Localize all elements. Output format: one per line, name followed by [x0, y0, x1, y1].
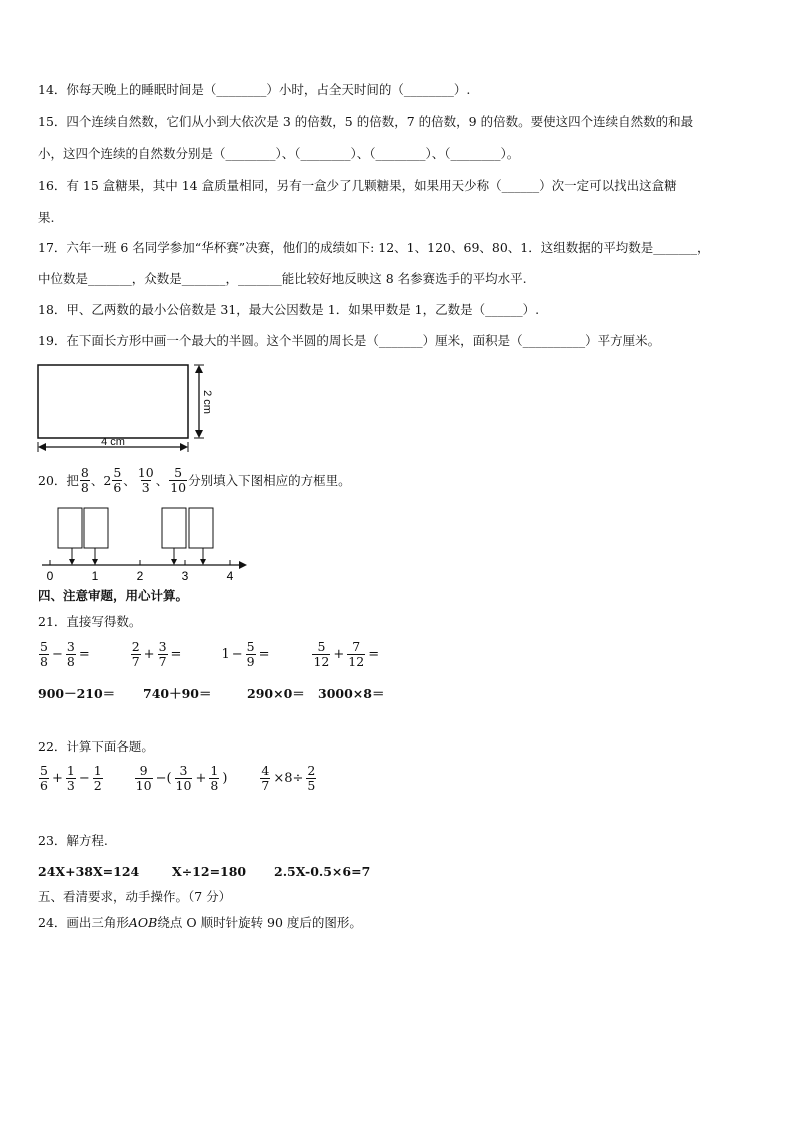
q21-expr-2: $\frac{2}{7}$ + $\frac{3}{7}$ = — [131, 639, 182, 669]
q21-expr-4: $\frac{5}{12}$ + $\frac{7}{12}$ = — [313, 639, 380, 669]
section-4-heading: 四、注意审题，用心计算。 — [38, 588, 189, 603]
number-line-label: 1 — [91, 569, 99, 583]
question-14: 14．你每天晚上的睡眠时间是（________）小时，占全天时间的（________）. — [38, 82, 471, 97]
question-18: 18．甲、乙两数的最小公倍数是 31，最大公因数是 1．如果甲数是 1，乙数是（______）. — [38, 302, 540, 317]
q21-expr-7: 290×0＝ — [247, 686, 305, 701]
q21-expr-5: 900－210＝ — [38, 686, 116, 701]
question-15-line2: 小，这四个连续的自然数分别是（________）、（________）、（________）、（________）。 — [38, 146, 520, 161]
fraction-10-3: $\frac{10}{3}$ — [137, 465, 154, 495]
answer-box-1[interactable] — [58, 508, 82, 548]
question-21: 21．直接写得数。 — [38, 614, 142, 629]
rectangle — [38, 365, 188, 438]
q21-expr-1: $\frac{5}{8}$ − $\frac{3}{8}$ = — [40, 639, 90, 669]
q23-equation-1: 24X+38X=124 — [38, 864, 140, 879]
question-24: 24．画出三角形AOB绕点 O 顺时针旋转 90 度后的图形。 — [38, 915, 362, 930]
q21-expr-6: 740＋90＝ — [143, 686, 212, 701]
fraction-5-10: $\frac{5}{10}$ — [170, 465, 187, 495]
q22-expr-2: $\frac{9}{10}$ −( $\frac{3}{10}$ + $\frac{1}{8}$ ) — [135, 763, 228, 793]
question-23: 23．解方程. — [38, 833, 108, 848]
question-20: 20．把 $\frac{8}{8}$ 、2 $\frac{5}{6}$ 、 $\frac{10}{3}$ 、 $\frac{5}{10}$ 分别填入下图相应的方框里。 — [38, 465, 351, 495]
number-line-label: 4 — [226, 569, 234, 583]
q22-expression-row — [38, 764, 317, 793]
q21-expr-8: 3000×8＝ — [318, 686, 385, 701]
question-15-line1: 15．四个连续自然数，它们从小到大依次是 3 的倍数，5 的倍数，7 的倍数，9 的倍数。要使这四个连续自然数的和最 — [38, 114, 694, 129]
answer-box-3[interactable] — [162, 508, 186, 548]
question-19: 19．在下面长方形中画一个最大的半圆。这个半圆的周长是（_______）厘米，面积是（__________）平方厘米。 — [38, 333, 661, 348]
q21-fraction-row — [38, 640, 381, 669]
answer-box-2[interactable] — [84, 508, 108, 548]
number-line-label: 0 — [46, 569, 54, 583]
q22-expr-1: $\frac{5}{6}$ + $\frac{1}{3}$ − $\frac{1}{2}$ — [40, 763, 102, 793]
question-16-line1: 16．有 15 盒糖果，其中 14 盒质量相同，另有一盒少了几颗糖果，如果用天少称（______）次一定可以找出这盒糖 — [38, 178, 677, 193]
question-17-line1: 17．六年一班 6 名同学参加“华杯赛”决赛，他们的成绩如下: 12、1、120、69、80、1．这组数据的平均数是_______， — [38, 240, 710, 255]
rect-width-label: 4 cm — [101, 436, 125, 448]
triangle-name: AOB — [128, 915, 158, 930]
answer-box-4[interactable] — [189, 508, 213, 548]
q23-equation-3: 2.5X-0.5×6=7 — [274, 864, 371, 879]
rect-height-label: 2 cm — [201, 390, 213, 414]
question-22: 22．计算下面各题。 — [38, 739, 154, 754]
q22-expr-3: $\frac{4}{7}$ ×8÷ $\frac{2}{5}$ — [261, 763, 316, 793]
question-16-line2: 果. — [38, 210, 55, 225]
number-line-label: 3 — [181, 569, 189, 583]
rectangle-figure — [30, 358, 220, 458]
section-5-heading: 五、看清要求，动手操作。（7 分） — [38, 889, 232, 904]
q23-equation-2: X÷12=180 — [172, 864, 247, 879]
question-17-line2: 中位数是_______，众数是_______，_______能比较好地反映这 8 名参赛选手的平均水平. — [38, 271, 527, 286]
fraction-5-6: $\frac{5}{6}$ — [113, 465, 122, 495]
number-line-label: 2 — [136, 569, 144, 583]
number-line-figure — [36, 505, 256, 585]
q21-expr-3: 1 − $\frac{5}{9}$ = — [221, 639, 270, 669]
fraction-8-8: $\frac{8}{8}$ — [80, 465, 89, 495]
